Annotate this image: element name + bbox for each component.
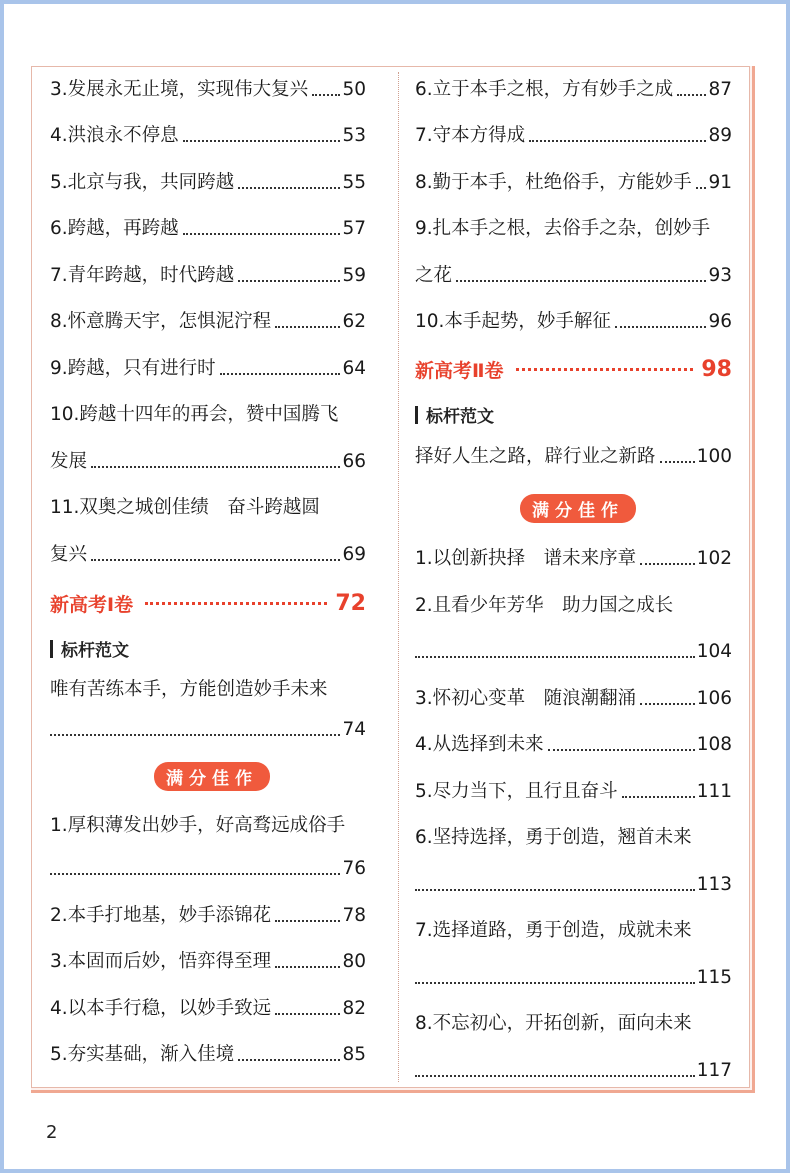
entry-page: 62 xyxy=(342,311,366,332)
toc-entry[interactable] xyxy=(415,445,732,469)
toc-entry[interactable] xyxy=(415,547,732,571)
dot-leader xyxy=(548,749,695,751)
dot-leader xyxy=(91,559,340,561)
entry-page: 104 xyxy=(696,641,732,662)
entry-page: 115 xyxy=(696,967,732,988)
entry-title: 4.洪浪永不停息 xyxy=(50,125,179,146)
toc-entry[interactable] xyxy=(50,171,366,195)
entry-title: 1.厚积薄发出妙手，好高骛远成俗手 xyxy=(50,815,346,836)
subheading-label: 标杆范文 xyxy=(61,641,129,661)
dot-leader xyxy=(415,889,695,891)
subheading-label: 标杆范文 xyxy=(426,407,494,427)
entry-title: 9.跨越，只有进行时 xyxy=(50,358,216,379)
entry-title: 4.从选择到未来 xyxy=(415,734,544,755)
toc-entry[interactable] xyxy=(50,310,366,334)
entry-page: 50 xyxy=(342,79,366,100)
toc-entry[interactable] xyxy=(50,264,366,288)
entry-page: 53 xyxy=(342,125,366,146)
section-page: 98 xyxy=(701,356,732,382)
subheading xyxy=(415,402,494,427)
toc-entry[interactable] xyxy=(415,78,732,102)
entry-title: 之花 xyxy=(415,265,453,286)
dot-leader xyxy=(238,280,340,282)
toc-entry-line1[interactable] xyxy=(50,678,366,702)
dot-leader xyxy=(275,326,340,328)
dot-leader xyxy=(415,982,695,984)
entry-title: 发展 xyxy=(50,451,88,472)
toc-entry-line2[interactable] xyxy=(50,857,366,881)
dot-leader xyxy=(640,703,695,705)
entry-page: 100 xyxy=(696,446,732,467)
entry-title: 5.尽力当下，且行且奋斗 xyxy=(415,781,618,802)
dot-leader xyxy=(275,966,340,968)
toc-entry[interactable] xyxy=(415,124,732,148)
dot-leader xyxy=(91,466,340,468)
dot-leader xyxy=(312,94,340,96)
toc-entry[interactable] xyxy=(415,733,732,757)
toc-entry[interactable] xyxy=(50,124,366,148)
entry-title: 5.北京与我，共同跨越 xyxy=(50,172,235,193)
entry-title: 6.跨越，再跨越 xyxy=(50,218,179,239)
toc-entry-line2[interactable] xyxy=(50,543,366,567)
toc-entry-line1[interactable] xyxy=(415,217,732,241)
entry-page: 69 xyxy=(342,544,366,565)
entry-page: 96 xyxy=(708,311,732,332)
section-page: 72 xyxy=(335,590,366,616)
dot-leader xyxy=(183,140,341,142)
entry-title: 8.怀意腾天宇，怎惧泥泞程 xyxy=(50,311,272,332)
entry-title: 1.以创新抉择 谱未来序章 xyxy=(415,548,637,569)
entry-page: 59 xyxy=(342,265,366,286)
entry-title: 唯有苦练本手，方能创造妙手未来 xyxy=(50,679,328,700)
entry-page: 55 xyxy=(342,172,366,193)
toc-entry-line2[interactable] xyxy=(415,1059,732,1083)
entry-page: 85 xyxy=(342,1044,366,1065)
toc-entry-line2[interactable] xyxy=(415,640,732,664)
entry-page: 91 xyxy=(708,172,732,193)
toc-entry[interactable] xyxy=(50,78,366,102)
entry-title: 6.立于本手之根，方有妙手之成 xyxy=(415,79,674,100)
toc-entry-line1[interactable] xyxy=(415,594,732,618)
section-title: 新高考Ⅰ卷 xyxy=(50,593,134,616)
toc-entry[interactable] xyxy=(50,357,366,381)
entry-page: 117 xyxy=(696,1060,732,1081)
entry-page: 66 xyxy=(342,451,366,472)
badge-full-marks: 满分佳作 xyxy=(520,494,636,523)
entry-page: 93 xyxy=(708,265,732,286)
entry-title: 7.选择道路，勇于创造，成就未来 xyxy=(415,920,692,941)
toc-entry[interactable] xyxy=(415,687,732,711)
dot-leader xyxy=(677,94,706,96)
dot-leader xyxy=(145,602,327,605)
toc-entry-line2[interactable] xyxy=(50,718,366,742)
dot-leader xyxy=(275,920,340,922)
toc-entry[interactable] xyxy=(415,780,732,804)
entry-page: 76 xyxy=(342,858,366,879)
dot-leader xyxy=(640,563,695,565)
dot-leader xyxy=(238,1059,340,1061)
entry-title: 2.且看少年芳华 助力国之成长 xyxy=(415,595,674,616)
dot-leader xyxy=(529,140,706,142)
toc-entry-line1[interactable] xyxy=(415,826,732,850)
entry-title: 3.发展永无止境，实现伟大复兴 xyxy=(50,79,309,100)
entry-title: 10.跨越十四年的再会，赞中国腾飞 xyxy=(50,404,339,425)
entry-title: 3.本固而后妙，悟弈得至理 xyxy=(50,951,272,972)
badge-full-marks: 满分佳作 xyxy=(154,762,270,791)
entry-title: 择好人生之路，辟行业之新路 xyxy=(415,446,656,467)
entry-title: 5.夯实基础，渐入佳境 xyxy=(50,1044,235,1065)
dot-leader xyxy=(622,796,695,798)
section-heading[interactable] xyxy=(50,587,366,619)
dot-leader xyxy=(50,873,340,875)
toc-entry[interactable] xyxy=(50,950,366,974)
subheading-bar xyxy=(415,406,418,424)
subheading xyxy=(50,636,129,661)
section-heading[interactable] xyxy=(415,353,732,385)
entry-page: 108 xyxy=(696,734,732,755)
entry-title: 10.本手起势，妙手解征 xyxy=(415,311,611,332)
toc-entry-line1[interactable] xyxy=(50,403,366,427)
entry-title: 7.青年跨越，时代跨越 xyxy=(50,265,235,286)
dot-leader xyxy=(516,368,694,371)
entry-title: 2.本手打地基，妙手添锦花 xyxy=(50,905,272,926)
toc-entry[interactable] xyxy=(50,217,366,241)
entry-page: 74 xyxy=(342,719,366,740)
dot-leader xyxy=(415,656,695,658)
entry-title: 6.坚持选择，勇于创造，翘首未来 xyxy=(415,827,692,848)
entry-page: 106 xyxy=(696,688,732,709)
entry-title: 11.双奥之城创佳绩 奋斗跨越圆 xyxy=(50,497,320,518)
toc-entry-line2[interactable] xyxy=(415,264,732,288)
subheading-bar xyxy=(50,640,53,658)
entry-title: 9.扎本手之根，去俗手之杂，创妙手 xyxy=(415,218,711,239)
entry-page: 82 xyxy=(342,998,366,1019)
dot-leader xyxy=(660,461,695,463)
toc-entry[interactable] xyxy=(415,171,732,195)
toc-entry-line1[interactable] xyxy=(50,814,366,838)
toc-entry[interactable] xyxy=(50,1043,366,1067)
toc-entry-line1[interactable] xyxy=(50,496,366,520)
entry-page: 57 xyxy=(342,218,366,239)
entry-title: 8.不忘初心，开拓创新，面向未来 xyxy=(415,1013,692,1034)
dot-leader xyxy=(696,187,707,189)
toc-entry[interactable] xyxy=(50,904,366,928)
dot-leader xyxy=(456,280,706,282)
entry-page: 64 xyxy=(342,358,366,379)
toc-entry-line2[interactable] xyxy=(50,450,366,474)
dot-leader xyxy=(238,187,340,189)
toc-entry-line2[interactable] xyxy=(415,873,732,897)
entry-page: 113 xyxy=(696,874,732,895)
entry-title: 4.以本手行稳，以妙手致远 xyxy=(50,998,272,1019)
entry-title: 复兴 xyxy=(50,544,88,565)
entry-page: 111 xyxy=(696,781,732,802)
entry-page: 89 xyxy=(708,125,732,146)
entry-page: 80 xyxy=(342,951,366,972)
dot-leader xyxy=(615,326,707,328)
entry-page: 87 xyxy=(708,79,732,100)
entry-page: 78 xyxy=(342,905,366,926)
entry-page: 102 xyxy=(696,548,732,569)
dot-leader xyxy=(415,1075,695,1077)
section-title: 新高考Ⅱ卷 xyxy=(415,359,504,382)
entry-title: 8.勤于本手，杜绝俗手，方能妙手 xyxy=(415,172,692,193)
toc-entry-line1[interactable] xyxy=(415,1012,732,1036)
dot-leader xyxy=(50,734,340,736)
toc-entry-line1[interactable] xyxy=(415,919,732,943)
column-divider xyxy=(398,72,399,1082)
toc-entry[interactable] xyxy=(50,997,366,1021)
toc-entry-line2[interactable] xyxy=(415,966,732,990)
dot-leader xyxy=(183,233,341,235)
entry-title: 7.守本方得成 xyxy=(415,125,526,146)
toc-entry[interactable] xyxy=(415,310,732,334)
page-number: 2 xyxy=(46,1122,58,1143)
dot-leader xyxy=(275,1013,340,1015)
dot-leader xyxy=(220,373,341,375)
entry-title: 3.怀初心变革 随浪潮翻涌 xyxy=(415,688,637,709)
